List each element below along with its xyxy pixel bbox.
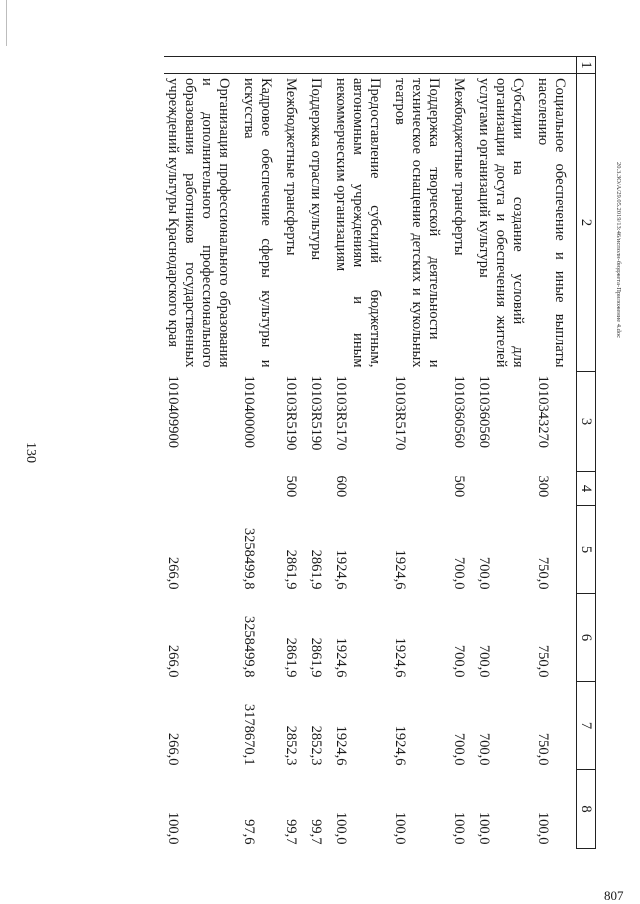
column-number: 8 [577,770,596,849]
row-value-5: 1924,6 [333,549,349,590]
row-name: Межбюджетные трансферты [283,78,299,256]
row-value-7: 3178670,1 [241,703,257,766]
row-name: Поддержка отрасли культуры [308,78,324,261]
row-code: 1010360560 [476,375,492,448]
row-name: Межбюджетные трансферты [451,78,467,256]
table-row [475,57,534,849]
column-number: 5 [577,506,596,594]
row-code: 1010409900 [165,375,181,448]
row-name: Субсидии на создание условий для организации досуга и обеспечения жителей услугами организаций культуры [476,78,526,368]
column-number: 6 [577,594,596,682]
column-number: 2 [577,74,596,372]
row-value-7: 2852,3 [283,725,299,766]
row-value-5: 700,0 [451,556,467,590]
row-value-7: 750,0 [535,732,551,766]
row-code: 1010400000 [241,375,257,448]
table-row [391,57,450,849]
row-code: 1010343270 [535,375,551,448]
scan-edge-line [6,0,7,46]
table-row [534,57,577,849]
row-expense-type [307,472,332,506]
budget-execution-table [164,56,596,849]
row-name: Поддержка творческой деятельности и техническое оснащение детских и кукольных театров [392,78,442,368]
row-value-6: 266,0 [165,644,181,678]
row-value-5: 2861,9 [283,549,299,590]
row-value-7: 1924,6 [333,725,349,766]
row-value-6: 700,0 [451,644,467,678]
page-number-top: 130 [23,442,38,463]
row-code: 10103R5190 [308,375,324,451]
footer-file-path: 20.3.ЗО/А/29.05.2019/13:46/исполн-бюджета-Приложение 4.doc [615,162,622,338]
table-row [282,57,307,849]
row-value-6: 2861,9 [283,637,299,678]
row-code: 10103R5170 [392,375,408,451]
row-code: 1010360560 [451,375,467,448]
row-name: Социальное обеспечение и иные выплаты населению [535,78,568,368]
row-code: 10103R5190 [283,375,299,451]
row-expense-type: 300 [535,475,551,498]
table-row [164,57,240,849]
row-value-7: 1924,6 [392,725,408,766]
row-value-7: 266,0 [165,732,181,766]
row-value-6: 2861,9 [308,637,324,678]
row-value-6: 3258499,8 [241,615,257,678]
row-expense-type [475,472,534,506]
rotated-table-container [96,56,596,848]
table-row [240,57,282,849]
table-header-row [577,57,596,849]
row-value-7: 2852,3 [308,725,324,766]
row-value-5: 1924,6 [392,549,408,590]
row-value-5: 3258499,8 [241,527,257,590]
column-number: 4 [577,472,596,506]
row-value-5: 750,0 [535,556,551,590]
table-row [307,57,332,849]
row-value-8: 100,0 [476,811,492,845]
row-value-8: 100,0 [535,811,551,845]
row-value-5: 700,0 [476,556,492,590]
row-value-6: 700,0 [476,644,492,678]
row-expense-type [164,472,240,506]
row-name: Предоставление субсидий бюджетным, автономным учреждениям и иным некоммерческим организациям [333,78,383,368]
row-expense-type: 600 [333,475,349,498]
row-value-8: 100,0 [165,811,181,845]
row-code: 10103R5170 [333,375,349,451]
row-value-6: 1924,6 [392,637,408,678]
column-number: 7 [577,682,596,770]
row-value-8: 100,0 [333,811,349,845]
row-value-6: 750,0 [535,644,551,678]
row-value-8: 97,6 [241,819,257,845]
column-number: 1 [577,57,596,74]
row-value-8: 100,0 [451,811,467,845]
row-expense-type: 500 [283,475,299,498]
row-value-7: 700,0 [451,732,467,766]
column-number: 3 [577,372,596,472]
row-value-7: 700,0 [476,732,492,766]
page-number-bottom: 807 [604,888,624,903]
row-expense-type: 500 [451,475,467,498]
row-value-6: 1924,6 [333,637,349,678]
row-value-8: 99,7 [283,819,299,845]
table-row [450,57,475,849]
row-expense-type [391,472,450,506]
row-value-8: 100,0 [392,811,408,845]
row-name: Организация профессионального образования и дополнительного профессионального образования работников государственных учреждений культуры Краснодарского края [165,78,232,368]
row-expense-type [240,472,282,506]
table-row [332,57,391,849]
row-value-5: 266,0 [165,556,181,590]
row-value-8: 99,7 [308,819,324,845]
row-value-5: 2861,9 [308,549,324,590]
row-name: Кадровое обеспечение сферы культуры и искусства [241,78,274,368]
